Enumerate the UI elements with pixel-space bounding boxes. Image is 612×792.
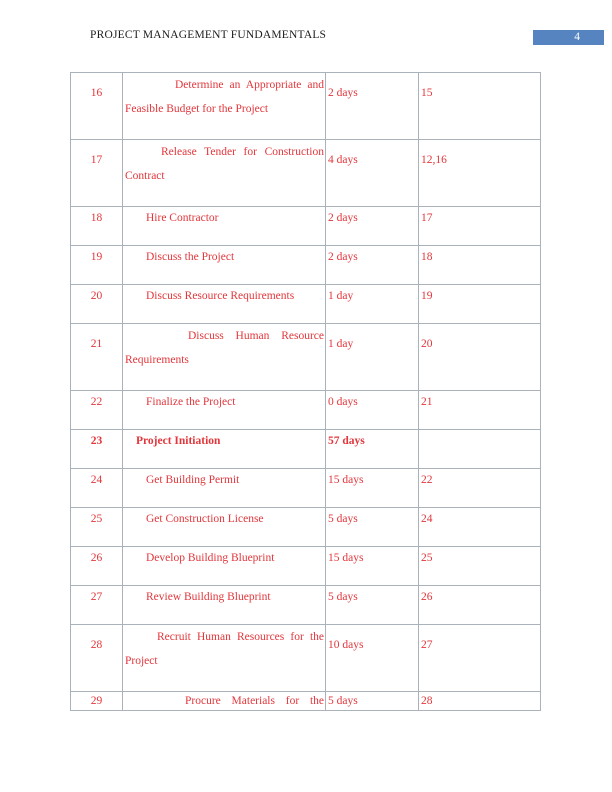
task-id-cell: 27: [71, 586, 123, 625]
predecessors-cell: 19: [419, 285, 541, 324]
duration-cell: 5 days: [326, 692, 419, 711]
predecessors-cell: 17: [419, 207, 541, 246]
predecessors-cell: 15: [419, 73, 541, 140]
table-row: [71, 285, 541, 324]
duration-cell: 2 days: [326, 207, 419, 246]
duration-cell: 15 days: [326, 547, 419, 586]
page-title: PROJECT MANAGEMENT FUNDAMENTALS: [90, 29, 327, 41]
task-name-cell: Get Construction License: [123, 508, 326, 547]
task-name-cell: Get Building Permit: [123, 469, 326, 508]
duration-cell: 10 days: [326, 625, 419, 692]
duration-cell: 2 days: [326, 73, 419, 140]
duration-cell: 0 days: [326, 391, 419, 430]
task-name-cell: Discuss the Project: [123, 246, 326, 285]
task-id-cell: 26: [71, 547, 123, 586]
predecessors-cell: 12,16: [419, 140, 541, 207]
predecessors-cell: 27: [419, 625, 541, 692]
table-row: [71, 692, 541, 711]
table-row: [71, 586, 541, 625]
task-id-cell: 22: [71, 391, 123, 430]
task-id-cell: 29: [71, 692, 123, 711]
task-id-cell: 25: [71, 508, 123, 547]
task-name-cell: Finalize the Project: [123, 391, 326, 430]
table-row: [71, 469, 541, 508]
predecessors-cell: 25: [419, 547, 541, 586]
table-row: [71, 324, 541, 391]
task-id-cell: 28: [71, 625, 123, 692]
predecessors-cell: 24: [419, 508, 541, 547]
table-row: [71, 547, 541, 586]
task-name-cell: Project Initiation: [123, 430, 326, 469]
task-id-cell: 16: [71, 73, 123, 140]
task-id-cell: 21: [71, 324, 123, 391]
duration-cell: 1 day: [326, 324, 419, 391]
table-row: [71, 391, 541, 430]
predecessors-cell: 26: [419, 586, 541, 625]
task-name-cell: Discuss Human Resource Requirements: [123, 324, 326, 391]
task-name-cell: Recruit Human Resources for the Project: [123, 625, 326, 692]
duration-cell: 57 days: [326, 430, 419, 469]
task-id-cell: 20: [71, 285, 123, 324]
table-row: [71, 430, 541, 469]
task-name-cell: Discuss Resource Requirements: [123, 285, 326, 324]
duration-cell: 5 days: [326, 508, 419, 547]
task-name-cell: Determine an Appropriate and Feasible Budget for the Project: [123, 73, 326, 140]
table-row: [71, 625, 541, 692]
table-row: [71, 73, 541, 140]
task-name-cell: Release Tender for Construction Contract: [123, 140, 326, 207]
task-name-cell: Review Building Blueprint: [123, 586, 326, 625]
task-id-cell: 18: [71, 207, 123, 246]
task-name-cell: Procure Materials for the: [123, 692, 326, 711]
predecessors-cell: 20: [419, 324, 541, 391]
task-id-cell: 17: [71, 140, 123, 207]
predecessors-cell: 28: [419, 692, 541, 711]
predecessors-cell: 22: [419, 469, 541, 508]
duration-cell: 5 days: [326, 586, 419, 625]
task-name-cell: Develop Building Blueprint: [123, 547, 326, 586]
table-row: [71, 140, 541, 207]
task-name-cell: Hire Contractor: [123, 207, 326, 246]
task-id-cell: 23: [71, 430, 123, 469]
page-number-badge: 4: [533, 30, 604, 45]
table-row: [71, 207, 541, 246]
task-id-cell: 19: [71, 246, 123, 285]
predecessors-cell: [419, 430, 541, 469]
table-row: [71, 246, 541, 285]
duration-cell: 15 days: [326, 469, 419, 508]
task-id-cell: 24: [71, 469, 123, 508]
duration-cell: 4 days: [326, 140, 419, 207]
table-row: [71, 508, 541, 547]
duration-cell: 2 days: [326, 246, 419, 285]
task-table: [70, 72, 541, 711]
duration-cell: 1 day: [326, 285, 419, 324]
predecessors-cell: 21: [419, 391, 541, 430]
predecessors-cell: 18: [419, 246, 541, 285]
